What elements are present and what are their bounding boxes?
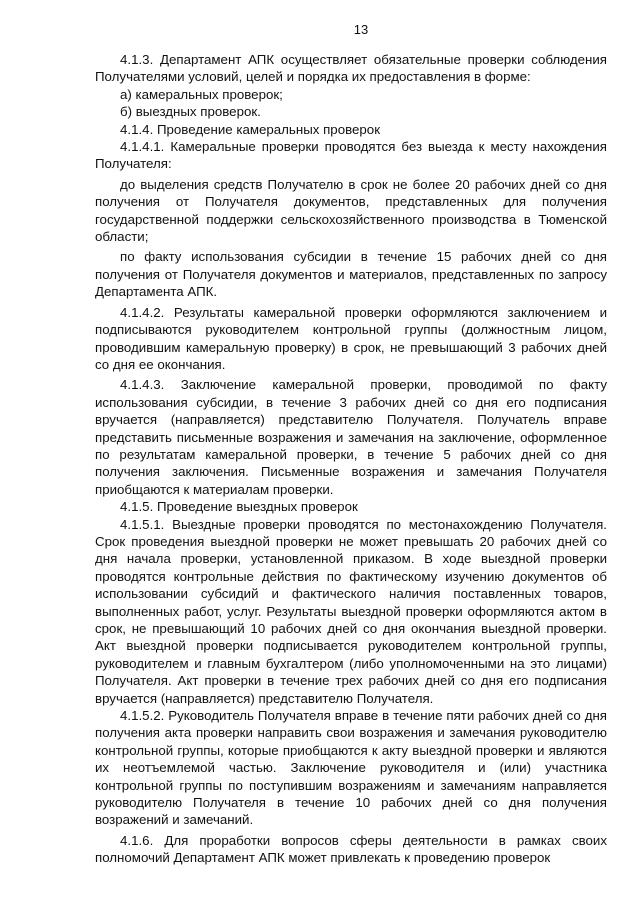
paragraph-4-1-3: 4.1.3. Департамент АПК осуществляет обязательные проверки соблюдения Получателями условий, целей и порядка их предоставления в форме: xyxy=(95,52,607,85)
paragraph-4-1-5: 4.1.5. Проведение выездных проверок xyxy=(120,499,358,515)
document-body xyxy=(95,51,607,867)
paragraph-4-1-4-2: 4.1.4.2. Результаты камеральной проверки оформляются заключением и подписываются руководителем контрольной группы (должностным лицом, проводившим камеральную проверку) в срок, не превышающий 3 рабочих дней со дня ее окончания. xyxy=(95,304,607,372)
paragraph-4-1-5-2: 4.1.5.2. Руководитель Получателя вправе в течение пяти рабочих дней со дня получения акта проверки направить свои возражения и замечания руководителю контрольной группы, которые приобщаются к акту выездной проверки и являются их неотъемлемой частью. Заключение руководителя и (или) участника контрольной группы по поступившим возражениям и замечаниям направляется руководителю Получателя в течение 10 рабочих дней со дня получения возражений и замечаний. xyxy=(95,708,607,828)
paragraph-4-1-4: 4.1.4. Проведение камеральных проверок xyxy=(120,121,381,137)
paragraph-before-funding: до выделения средств Получателю в срок не более 20 рабочих дней со дня получения от Получателя документов, представленных для получения государственной поддержки сельскохозяйственного производства в Тюменской области; xyxy=(95,176,607,245)
paragraph-item-b: б) выездных проверок. xyxy=(120,104,261,120)
paragraph-4-1-4-1: 4.1.4.1. Камеральные проверки проводятся без выезда к месту нахождения Получателя: xyxy=(95,139,607,172)
paragraph-4-1-6: 4.1.6. Для проработки вопросов сферы деятельности в рамках своих полномочий Департамент АПК может привлекать к проведению проверок xyxy=(95,832,607,866)
paragraph-4-1-4-3: 4.1.4.3. Заключение камеральной проверки, проводимой по факту использования субсидии, в течение 3 рабочих дней со дня его подписания вручается (направляется) представителю Получателя. Получатель вправе представить письменные возражения и замечания на заключение, оформленное по результатам камеральной проверки, в течение 5 рабочих дней со дня получения заключения. Письменные возражения и замечания Получателя приобщаются к материалам проверки. xyxy=(95,377,607,497)
page-number: 13 xyxy=(353,22,369,37)
paragraph-item-a: а) камеральных проверок; xyxy=(120,86,283,102)
paragraph-4-1-5-1: 4.1.5.1. Выездные проверки проводятся по местонахождению Получателя. Срок проведения выездной проверки не может превышать 20 рабочих дней со дня начала проверки, установленной приказом. В ходе выездной проверки проводятся контрольные действия по фактическому изучению документов об использовании субсидий и фактического наличия поставленных товаров, выполненных работ, услуг. Результаты выездной проверки оформляются актом в срок, не превышающий 10 рабочих дней со дня окончания выездной проверки. Акт выездной проверки подписывается руководителем контрольной группы, руководителем и главным бухгалтером (либо уполномоченными на это лицами) Получателя. Акт проверки в течение трех рабочих дней со дня его подписания вручается (направляется) представителю Получателя. xyxy=(95,516,607,706)
paragraph-after-usage: по факту использования субсидии в течение 15 рабочих дней со дня получения от Получателя документов и материалов, представленных по запросу Департамента АПК. xyxy=(95,249,607,300)
